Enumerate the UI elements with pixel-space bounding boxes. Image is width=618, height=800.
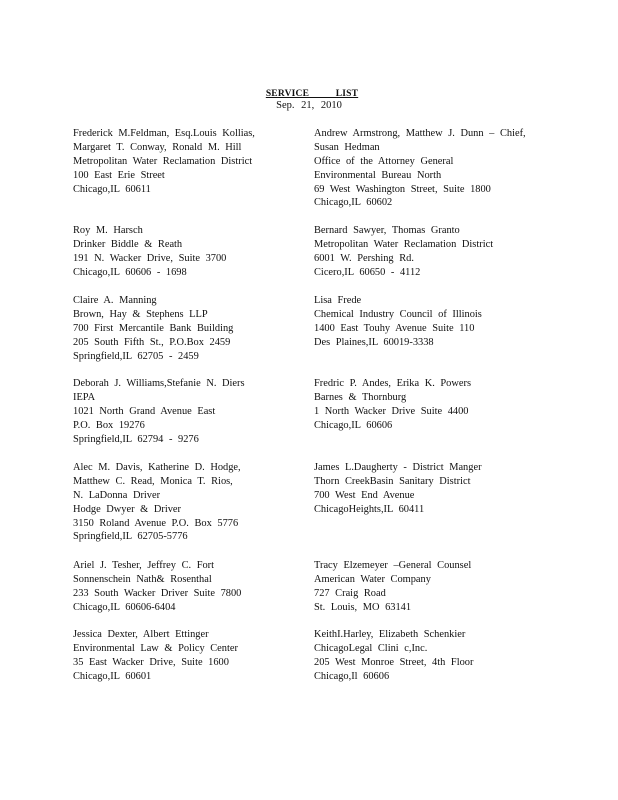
entry-line: Fredric P. Andes, Erika K. Powers: [314, 378, 471, 389]
entry-line: P.O. Box 19276: [73, 419, 145, 431]
entry-line: Office of the Attorney General: [314, 155, 454, 167]
entry-line: 1021 North Grand Avenue East: [73, 405, 216, 417]
entry-line: Chicago,IL 60606: [314, 419, 393, 431]
service-entry-mwrd-sawyer: [314, 224, 493, 280]
service-entry-frede: [314, 294, 482, 350]
service-list-header: [0, 88, 618, 112]
document-title: SERVICE LIST: [265, 89, 359, 99]
entry-line: Claire A. Manning: [73, 295, 157, 306]
entry-line: 700 West End Avenue: [314, 489, 415, 501]
entry-line: Matthew C. Read, Monica T. Rios,: [73, 475, 233, 487]
entry-line: 191 N. Wacker Drive, Suite 3700: [73, 252, 227, 264]
entry-line: 205 West Monroe Street, 4th Floor: [314, 656, 474, 668]
entry-line: Thorn CreekBasin Sanitary District: [314, 475, 471, 487]
entry-line: Bernard Sawyer, Thomas Granto: [314, 225, 460, 236]
entry-line: ChicagoHeights,IL 60411: [314, 503, 425, 515]
entry-line: 100 East Erie Street: [73, 169, 165, 181]
entry-line: Chicago,Il 60606: [314, 670, 390, 682]
entry-line: Hodge Dwyer & Driver: [73, 503, 181, 515]
entry-line: KeithI.Harley, Elizabeth Schenkier: [314, 629, 466, 640]
entry-line: Metropolitan Water Reclamation District: [314, 238, 494, 250]
entry-line: 233 South Wacker Driver Suite 7800: [73, 587, 242, 599]
entry-line: 205 South Fifth St., P.O.Box 2459: [73, 336, 231, 348]
service-entry-attorney-general: [314, 127, 526, 210]
entry-line: 3150 Roland Avenue P.O. Box 5776: [73, 517, 239, 529]
entry-line: Des Plaines,IL 60019-3338: [314, 336, 434, 348]
entry-line: Susan Hedman: [314, 141, 380, 153]
entry-line: Andrew Armstrong, Matthew J. Dunn – Chief,: [314, 128, 526, 139]
entry-line: Tracy Elzemeyer –General Counsel: [314, 560, 472, 571]
service-entry-sonnenschein: [73, 559, 241, 615]
service-entry-hodge-dwyer: [73, 461, 241, 544]
service-entry-iepa: [73, 377, 245, 446]
entry-line: IEPA: [73, 391, 96, 403]
entry-line: 35 East Wacker Drive, Suite 1600: [73, 656, 229, 668]
entry-line: Barnes & Thornburg: [314, 391, 407, 403]
service-entry-manning: [73, 294, 233, 363]
entry-line: 727 Craig Road: [314, 587, 386, 599]
service-entry-mwrd-feldman: [73, 127, 255, 196]
entry-line: Jessica Dexter, Albert Ettinger: [73, 629, 209, 640]
entry-line: Drinker Biddle & Reath: [73, 238, 183, 250]
entry-line: James L.Daugherty - District Manger: [314, 462, 482, 473]
entry-line: 6001 W. Pershing Rd.: [314, 252, 414, 264]
entry-line: Chicago,IL 60611: [73, 183, 151, 195]
entry-line: Deborah J. Williams,Stefanie N. Diers: [73, 378, 245, 389]
entry-line: 700 First Mercantile Bank Building: [73, 322, 234, 334]
entry-line: Brown, Hay & Stephens LLP: [73, 308, 208, 320]
entry-line: Alec M. Davis, Katherine D. Hodge,: [73, 462, 241, 473]
entry-line: 69 West Washington Street, Suite 1800: [314, 183, 491, 195]
entry-line: Ariel J. Tesher, Jeffrey C. Fort: [73, 560, 215, 571]
entry-line: Springfield,IL 62794 - 9276: [73, 433, 199, 445]
entry-line: Lisa Frede: [314, 295, 362, 306]
service-entry-elpc: [73, 628, 238, 684]
entry-line: ChicagoLegal Clini c,Inc.: [314, 642, 428, 654]
entry-line: Sonnenschein Nath& Rosenthal: [73, 573, 212, 585]
entry-line: American Water Company: [314, 573, 431, 585]
service-entry-american-water: [314, 559, 471, 615]
entry-line: Cicero,IL 60650 - 4112: [314, 266, 421, 278]
entry-line: Springfield,IL 62705-5776: [73, 531, 188, 543]
entry-line: Roy M. Harsch: [73, 225, 143, 236]
entry-line: Margaret T. Conway, Ronald M. Hill: [73, 141, 242, 153]
entry-line: Environmental Law & Policy Center: [73, 642, 238, 654]
entry-line: Chicago,IL 60606-6404: [73, 601, 176, 613]
entry-line: St. Louis, MO 63141: [314, 601, 412, 613]
entry-line: Frederick M.Feldman, Esq.Louis Kollias,: [73, 128, 255, 139]
entry-line: Chicago,IL 60606 - 1698: [73, 266, 187, 278]
entry-line: Chicago,IL 60602: [314, 197, 393, 209]
entry-line: Metropolitan Water Reclamation District: [73, 155, 253, 167]
entry-line: Environmental Bureau North: [314, 169, 442, 181]
entry-line: Chicago,IL 60601: [73, 670, 152, 682]
entry-line: Springfield,IL 62705 - 2459: [73, 350, 199, 362]
entry-line: Chemical Industry Council of Illinois: [314, 308, 482, 320]
service-entry-chicago-legal-clinic: [314, 628, 473, 684]
service-entry-harsch: [73, 224, 226, 280]
service-entry-andes: [314, 377, 471, 433]
service-entry-thorn-creek: [314, 461, 482, 517]
entry-line: 1400 East Touhy Avenue Suite 110: [314, 322, 475, 334]
document-date: Sep. 21, 2010: [276, 100, 342, 111]
entry-line: N. LaDonna Driver: [73, 489, 161, 501]
entry-line: 1 North Wacker Drive Suite 4400: [314, 405, 469, 417]
